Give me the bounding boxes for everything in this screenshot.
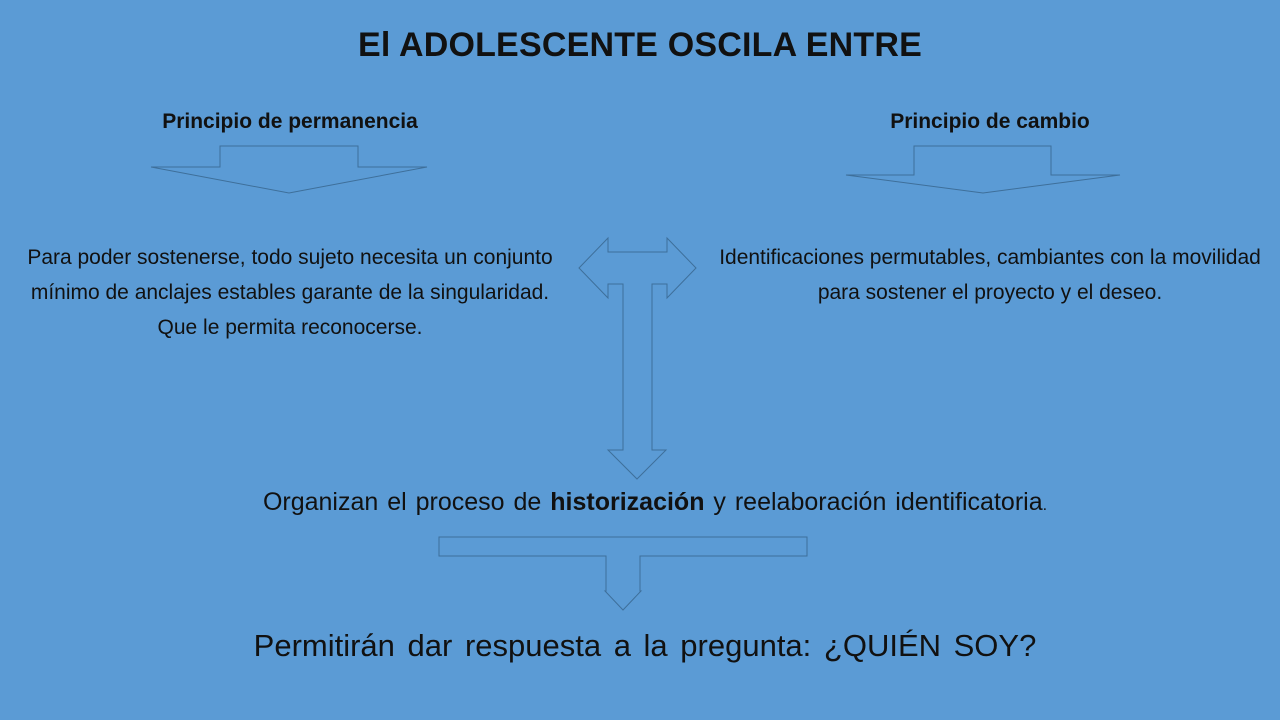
- center-t-arrow-icon: [579, 238, 696, 479]
- bottom-down-arrow-icon: [439, 537, 807, 610]
- statement-end: y reelaboración identificatoria: [704, 488, 1043, 516]
- statement-start: Organizan el proceso de: [262, 488, 551, 516]
- slide-title: El ADOLESCENTE OSCILA ENTRE: [358, 26, 922, 64]
- statement-period: .: [1042, 497, 1048, 514]
- question-statement: Permitirán dar respuesta a la pregunta: ¿QUIÉN SOY?: [253, 628, 1037, 663]
- cambio-description: Identificaciones permutables, cambiantes con la movilidad para sostener el proyecto y el deseo.: [719, 246, 1261, 304]
- permanencia-description: Para poder sostenerse, todo sujeto necesita un conjunto mínimo de anclajes estables garante de la singularidad. Que le permita reconocerse.: [27, 246, 553, 339]
- statement-emphasis: historización: [550, 488, 705, 516]
- heading-permanencia: Principio de permanencia: [162, 110, 418, 133]
- heading-cambio: Principio de cambio: [890, 110, 1090, 133]
- left-down-arrow-icon: [151, 146, 427, 193]
- historizacion-statement: [0, 488, 1280, 517]
- right-down-arrow-icon: [846, 146, 1120, 193]
